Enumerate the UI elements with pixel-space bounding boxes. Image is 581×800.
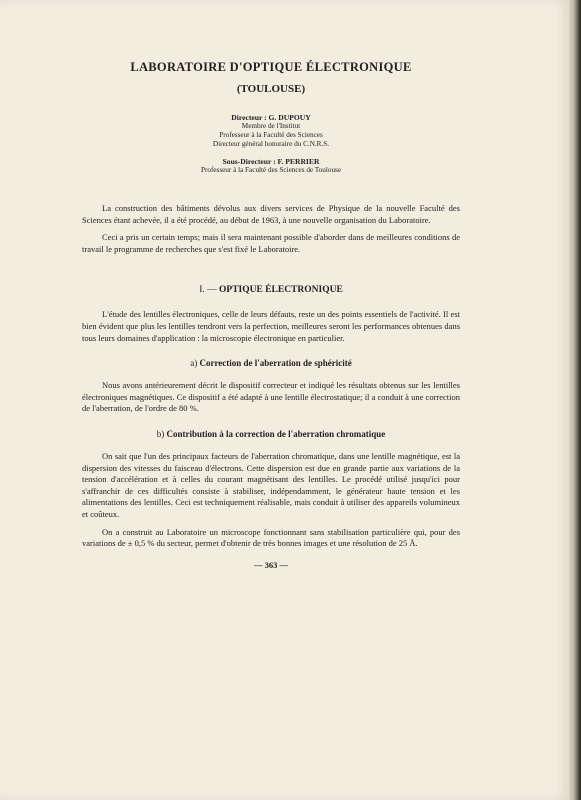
subdirector-line: Professeur à la Faculté des Sciences de Toulouse xyxy=(200,166,342,174)
subsection-title: Correction de l'aberration de sphéricité xyxy=(199,358,352,369)
director-line: Directeur général honoraire du C.N.R.S. xyxy=(212,140,330,148)
page-edge xyxy=(569,0,581,800)
page-subtitle: (TOULOUSE) xyxy=(236,83,306,95)
paragraph: Ceci a pris un certain temps; mais il sera maintenant possible d'aborder dans de meilleures conditions de travail le programme de recherches que s'est fixé le Laboratoire. xyxy=(82,232,460,254)
subsection-heading xyxy=(82,358,460,368)
page-title: LABORATOIRE D'OPTIQUE ÉLECTRONIQUE xyxy=(130,60,412,74)
subsection-number: a) xyxy=(190,358,198,369)
paragraph: L'étude des lentilles électroniques, celle de leurs défauts, reste un des points essentiels de l'activité. Il est bien évident que plus les lentilles tendront vers la perfection, meilleures seront les performances obtenues dans tous leurs domaines d'application : la microscopie électronique en particulier. xyxy=(82,309,460,343)
paragraph: On sait que l'un des principaux facteurs de l'aberration chromatique, dans une lentille magnétique, est la dispersion des vitesses du faisceau d'électrons. Cette dispersion est due en grande partie aux variations de la tension d'accélération et à celles du courant magnétisant des lentilles. Le procédé utilisé jusqu'ici pour s'affranchir de ces difficultés consiste à stabiliser, indépendamment, le générateur haute tension et les alimentations des lentilles. Ceci est techniquement réalisable, mais conduit à utiliser des appareils volumineux et coûteux. xyxy=(82,450,460,519)
director-line: Membre de l'Institut xyxy=(241,122,301,130)
staff-block xyxy=(82,113,460,175)
subsection-heading xyxy=(82,429,460,439)
paragraph: La construction des bâtiments dévolus aux divers services de Physique de la nouvelle Faculté des Sciences étant achevée, il a été procédé, au début de 1963, à une nouvelle organisation du Laboratoire. xyxy=(82,203,460,225)
page-number: — 363 — xyxy=(254,559,288,570)
paragraph: Nous avons antérieurement décrit le dispositif correcteur et indiqué les résultats obtenus sur les lentilles électroniques magnétiques. Ce dispositif a été adapté à une lentille électrostatique; il a conduit à une correction de l'aberration, de l'ordre de 80 %. xyxy=(82,380,460,414)
section-title: OPTIQUE ÉLECTRONIQUE xyxy=(219,285,343,296)
section-heading xyxy=(82,285,460,295)
page-content xyxy=(82,60,460,570)
intro-section xyxy=(82,203,460,255)
subdirector-name: Sous-Directeur : F. PERRIER xyxy=(222,157,320,166)
paragraph: On a construit au Laboratoire un microscope fonctionnant sans stabilisation particulière qui, pour des variations de ± 0,5 % du secteur, permet d'obtenir de très bonnes images et une résolution de 25 Å. xyxy=(82,526,460,549)
section-number: I. — xyxy=(199,285,217,296)
subsection-title: Contribution à la correction de l'aberration chromatique xyxy=(166,428,386,439)
director-line: Professeur à la Faculté des Sciences xyxy=(219,131,323,139)
spacer xyxy=(82,149,460,157)
director-name: Directeur : G. DUPOUY xyxy=(231,113,311,122)
subsection-number: b) xyxy=(156,428,165,439)
